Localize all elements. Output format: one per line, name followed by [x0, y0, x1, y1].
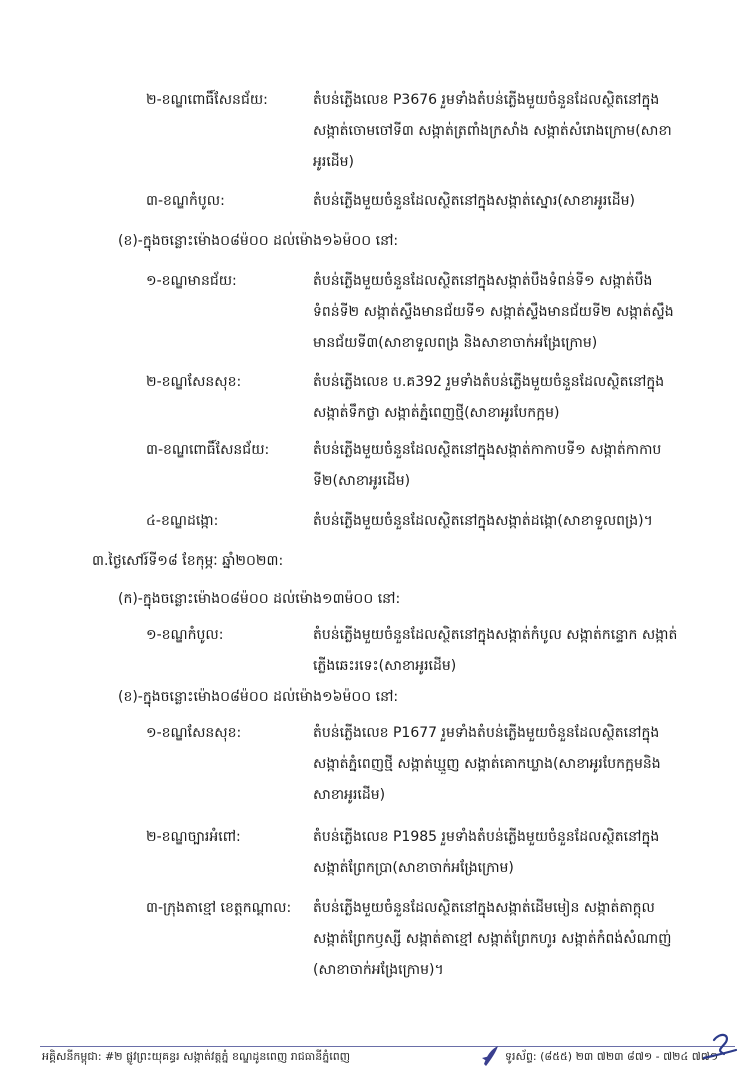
time-range-heading: (ខ)-ក្នុងចន្លោះម៉ោង០៨ម៉០០ ដល់ម៉ោង១៦ម៉០០ នៅ: — [118, 233, 399, 249]
description-line: ទី២(សាខាអូរដើម) — [313, 473, 411, 489]
description-line: តំបន់ភ្លើងមួយចំនួនដែលស្ថិតនៅក្នុងសង្កាត់ដង្កោ(សាខាទួលពង្រ)។ — [313, 513, 653, 529]
description-line: សង្កាត់ភ្នំពេញថ្មី សង្កាត់ឃ្មួញ សង្កាត់គោកឃ្លាង(សាខាអូរបែកក្អមនិង — [313, 756, 661, 772]
area-description — [313, 266, 693, 359]
description-line: សង្កាត់ចោមចៅទី៣ សង្កាត់ត្រពាំងក្រសាំង សង្កាត់សំរោងក្រោម(សាខា — [313, 123, 672, 139]
district-label: ៣-ខណ្ឌពោធិ៍សែនជ័យ: — [146, 442, 270, 458]
area-description — [313, 367, 693, 429]
description-line: តំបន់ភ្លើងមួយចំនួនដែលស្ថិតនៅក្នុងសង្កាត់កាកាបទី១ សង្កាត់កាកាប — [313, 442, 662, 458]
area-description — [313, 186, 693, 217]
edc-logo-icon — [480, 1044, 502, 1068]
description-line: តំបន់ភ្លើងមួយចំនួនដែលស្ថិតនៅក្នុងសង្កាត់បឹងទំពន់ទី១ សង្កាត់បឹង — [313, 273, 653, 289]
footer-address: អគ្គិសនីកម្ពុជា: #២ ផ្លូវព្រះយុគន្ធរ សង្កាត់វត្តភ្នំ ខណ្ឌដូនពេញ រាជធានីភ្នំពេញ — [42, 1050, 351, 1063]
area-description — [313, 435, 693, 497]
district-label: ២-ខណ្ឌច្បារអំពៅ: — [146, 829, 241, 845]
description-line: សាខាអូរដើម) — [313, 787, 386, 803]
description-line: តំបន់ភ្លើងលេខ P1985 រួមទាំងតំបន់ភ្លើងមួយចំនួនដែលស្ថិតនៅក្នុង — [313, 829, 660, 845]
description-line: អូរដើម) — [313, 154, 355, 170]
area-description — [313, 822, 693, 884]
district-label: ៣-ខណ្ឌកំបូល: — [146, 193, 225, 209]
area-description — [313, 718, 693, 811]
district-label: ៣-ក្រុងតាខ្មៅ ខេត្តកណ្តាល: — [146, 900, 292, 916]
footer-phone: ទូរស័ព្ទ: (៨៥៥) ២៣ ៧២៣ ៨៧១ - ៧២៤ ៧៧១ — [505, 1050, 719, 1063]
description-line: ភ្លើងឆេះរទេះ(សាខាអូរដើម) — [313, 658, 457, 674]
district-label: ៤-ខណ្ឌដង្កោ: — [146, 513, 219, 529]
description-line: សង្កាត់ទឹកថ្លា សង្កាត់ភ្នំពេញថ្មី(សាខាអូរបែកក្អម) — [313, 405, 560, 421]
description-line: តំបន់ភ្លើងលេខ P3676 រួមទាំងតំបន់ភ្លើងមួយចំនួនដែលស្ថិតនៅក្នុង — [313, 92, 660, 108]
description-line: សង្កាត់ព្រែកឫស្សី សង្កាត់តាខ្មៅ សង្កាត់ព្រែកហូរ សង្កាត់កំពង់សំណាញ់ — [313, 931, 672, 947]
district-label: ១-ខណ្ឌសែនសុខ: — [146, 725, 242, 741]
description-line: តំបន់ភ្លើងលេខ ប.គ392 រួមទាំងតំបន់ភ្លើងមួយចំនួនដែលស្ថិតនៅក្នុង — [313, 374, 665, 390]
description-line: តំបន់ភ្លើងមួយចំនួនដែលស្ថិតនៅក្នុងសង្កាត់ស្នោរ(សាខាអូរដើម) — [313, 193, 635, 209]
district-label: ២-ខណ្ឌពោធិ៍សែនជ័យ: — [146, 92, 268, 108]
description-line: តំបន់ភ្លើងមួយចំនួនដែលស្ថិតនៅក្នុងសង្កាត់កំបូល សង្កាត់កន្ទោក សង្កាត់ — [313, 627, 678, 643]
area-description — [313, 85, 693, 178]
area-description — [313, 620, 693, 682]
description-line: មានជ័យទី៣(សាខាទួលពង្រ និងសាខាចាក់អង្រែក្រោម) — [313, 335, 598, 351]
date-heading: ៣.ថ្ងៃសៅរ៍ទី១៨ ខែកុម្ភៈ ឆ្នាំ២០២៣: — [92, 553, 284, 569]
district-label: ១-ខណ្ឌមានជ័យ: — [146, 273, 237, 289]
district-label: ១-ខណ្ឌកំបូល: — [146, 627, 224, 643]
district-label: ២-ខណ្ឌសែនសុខ: — [146, 374, 242, 390]
footer-rule — [40, 1046, 735, 1047]
time-range-heading: (ក)-ក្នុងចន្លោះម៉ោង០៨ម៉០០ ដល់ម៉ោង១៣ម៉០០ នៅ: — [118, 591, 401, 607]
description-line: ទំពន់ទី២ សង្កាត់ស្ទឹងមានជ័យទី១ សង្កាត់ស្ទឹងមានជ័យទី២ សង្កាត់ស្ទឹង — [313, 304, 674, 320]
area-description — [313, 893, 693, 986]
time-range-heading: (ខ)-ក្នុងចន្លោះម៉ោង០៨ម៉០០ ដល់ម៉ោង១៦ម៉០០ នៅ: — [118, 689, 399, 705]
initial-mark-icon — [700, 1028, 740, 1064]
area-description — [313, 506, 693, 537]
description-line: តំបន់ភ្លើងលេខ P1677 រួមទាំងតំបន់ភ្លើងមួយចំនួនដែលស្ថិតនៅក្នុង — [313, 725, 660, 741]
description-line: តំបន់ភ្លើងមួយចំនួនដែលស្ថិតនៅក្នុងសង្កាត់ដើមមៀន សង្កាត់តាក្តុល — [313, 900, 655, 916]
description-line: សង្កាត់ព្រែកប្រា(សាខាចាក់អង្រែក្រោម) — [313, 860, 514, 876]
description-line: (សាខាចាក់អង្រែក្រោម)។ — [313, 962, 444, 978]
